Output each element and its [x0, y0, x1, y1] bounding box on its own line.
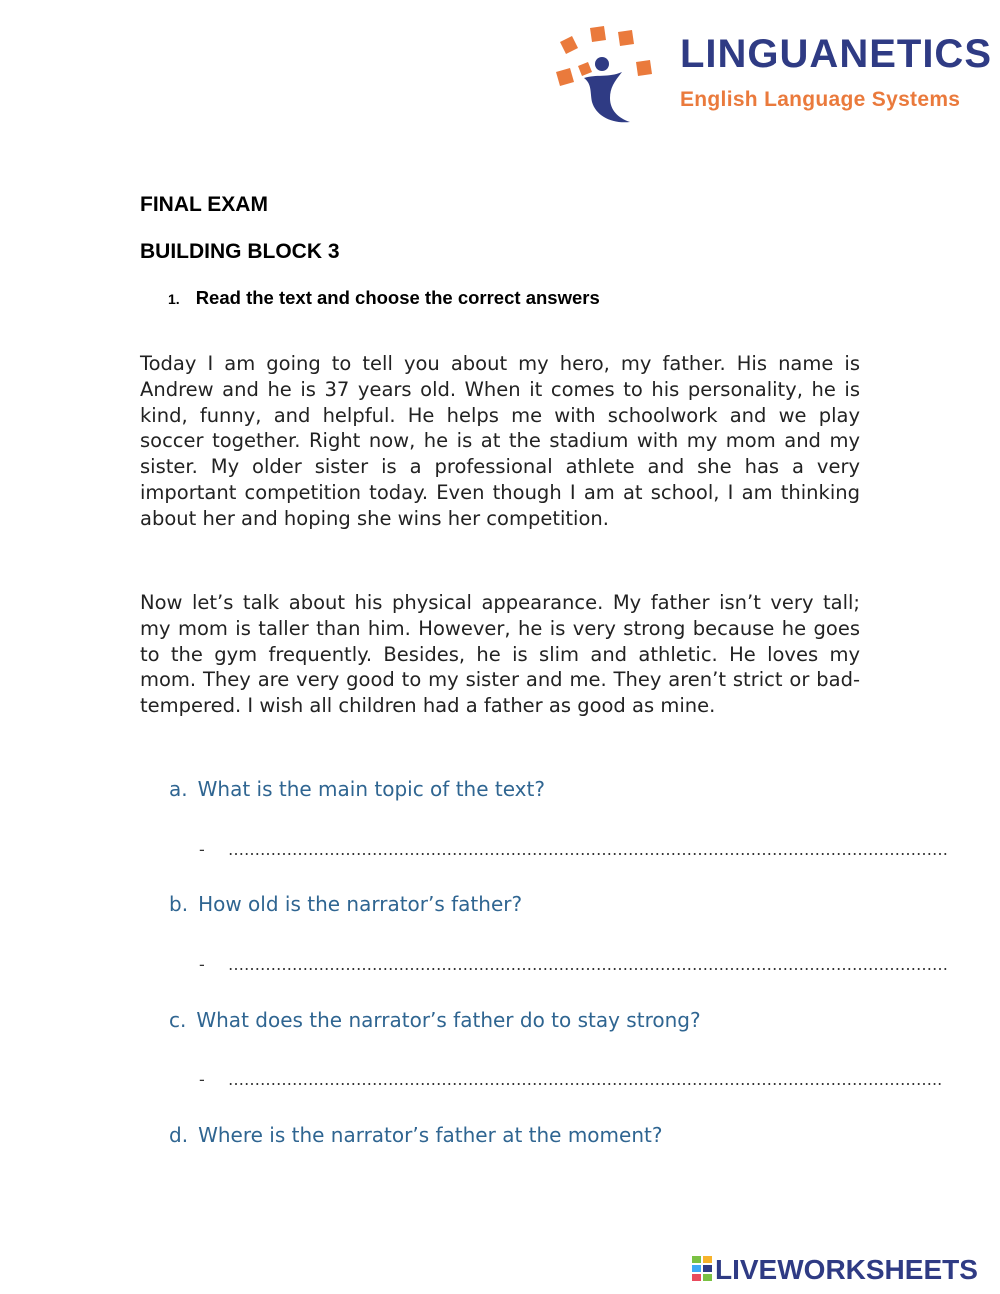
linguanetics-logo — [552, 22, 992, 132]
question-letter: d. — [169, 1123, 189, 1147]
instruction — [168, 287, 600, 309]
brand-name: LINGUANETICS — [680, 32, 992, 76]
question-letter: a. — [169, 777, 188, 801]
answer-line-b[interactable] — [199, 955, 948, 974]
answer-blank[interactable]: ……………………………………………………………………………………………………………………… — [228, 955, 948, 974]
question-letter: c. — [169, 1008, 187, 1032]
question-text: What does the narrator’s father do to stay strong? — [196, 1008, 701, 1032]
brand-tagline: English Language Systems — [680, 88, 961, 111]
answer-dash: - — [199, 1070, 205, 1089]
footer-brand: LIVEWORKSHEETS — [715, 1254, 978, 1285]
reading-person-icon — [552, 22, 672, 132]
answer-line-a[interactable] — [199, 840, 948, 859]
question-c — [169, 1008, 701, 1032]
question-letter: b. — [169, 892, 189, 916]
question-d — [169, 1123, 662, 1147]
liveworksheets-icon — [692, 1256, 712, 1282]
answer-blank[interactable]: …………………………………………………………………………………………………………………….. — [228, 1070, 943, 1089]
question-b — [169, 892, 522, 916]
question-a — [169, 777, 545, 801]
answer-blank[interactable]: ……………………………………………………………………………………………………………………… — [228, 840, 948, 859]
answer-line-c[interactable] — [199, 1070, 942, 1089]
question-text: How old is the narrator’s father? — [198, 892, 523, 916]
instruction-text: Read the text and choose the correct answers — [195, 287, 600, 308]
answer-dash: - — [199, 955, 205, 974]
exam-subtitle: BUILDING BLOCK 3 — [140, 240, 340, 263]
instruction-number: 1. — [168, 291, 180, 307]
reading-paragraph: Today I am going to tell you about my hero, my father. His name is Andrew and he is 37 years old. When it comes to his personality, he is kind, funny, and helpful. He helps me with schoolwork and we play soccer together. Right now, he is at the stadium with my mom and my sister. My older sister is a professional athlete and she has a very important competition today. Even though I am at school, I am thinking about her and hoping she wins her competition. — [140, 352, 860, 530]
question-text: What is the main topic of the text? — [197, 777, 545, 801]
answer-dash: - — [199, 840, 205, 859]
question-text: Where is the narrator’s father at the moment? — [198, 1123, 663, 1147]
reading-paragraph: Now let’s talk about his physical appearance. My father isn’t very tall; my mom is taller than him. However, he is very strong because he goes to the gym frequently. Besides, he is slim and athletic. He loves my mom. They are very good to my sister and me. They aren’t strict or bad-tempered. I wish all children had a father as good as mine. — [140, 591, 860, 718]
exam-title: FINAL EXAM — [140, 193, 268, 216]
